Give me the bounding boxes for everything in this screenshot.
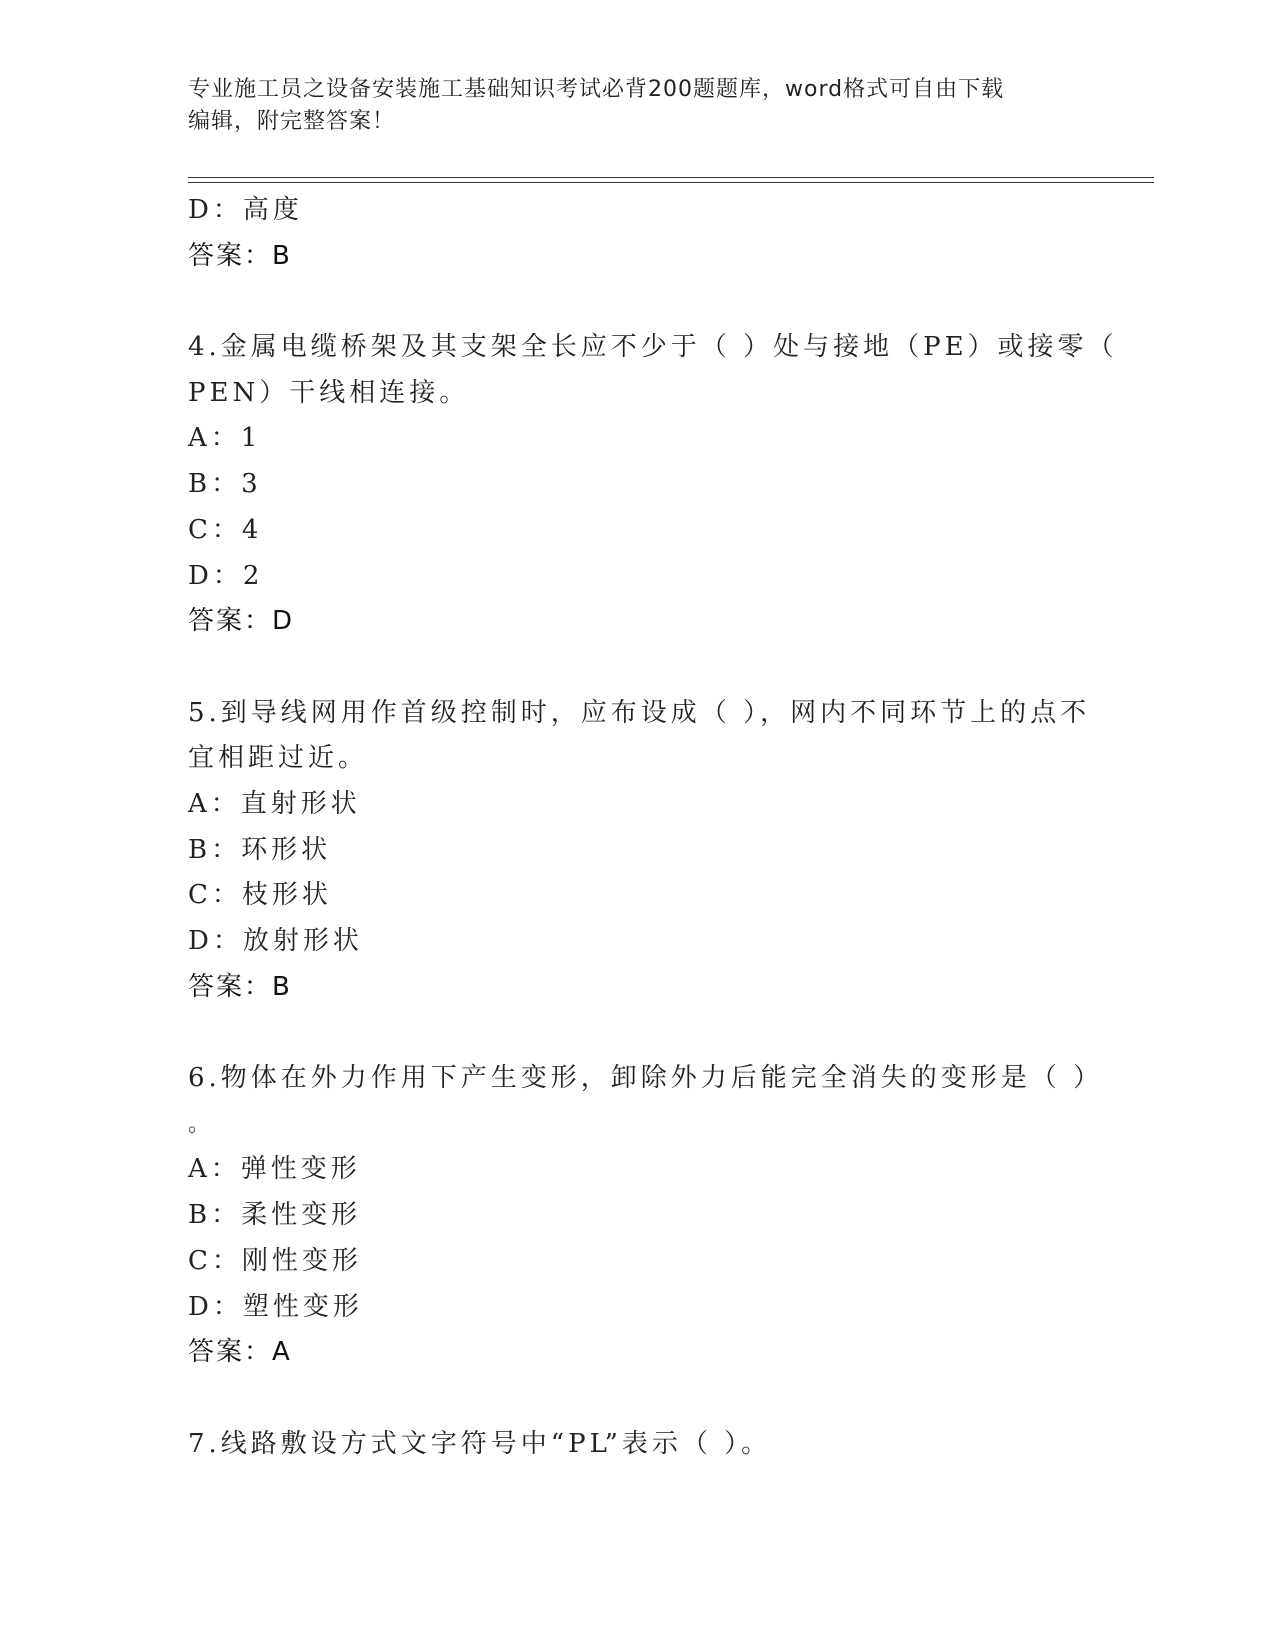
q4-option-c: C：4 (188, 514, 263, 545)
header-divider-bottom (188, 182, 1154, 183)
q4-option-d: D：2 (188, 560, 264, 591)
q6-option-a: A：弹性变形 (188, 1154, 361, 1185)
question-7 (188, 1422, 1088, 1468)
q4-option-b: B：3 (188, 469, 262, 500)
q5-option-a: A：直射形状 (188, 788, 361, 819)
q5-stem-line2: 宜相距过近。 (188, 743, 369, 774)
spacer (188, 1376, 1088, 1422)
q6-option-d: D：塑性变形 (188, 1291, 363, 1322)
q3-answer: 答案：B (188, 240, 292, 271)
header-divider-top (188, 177, 1154, 178)
q6-option-b: B：柔性变形 (188, 1200, 362, 1231)
q6-stem-line1: 6.物体在外力作用下产生变形，卸除外力后能完全消失的变形是（ ） (188, 1063, 1104, 1094)
q4-answer: 答案：D (188, 606, 295, 637)
q4-option-a: A：1 (188, 423, 262, 454)
q6-answer: 答案：A (188, 1337, 292, 1368)
document-header (188, 74, 1088, 138)
q5-answer: 答案：B (188, 971, 292, 1002)
q4-stem-line1: 4.金属电缆桥架及其支架全长应不少于（ ）处与接地（PE）或接零（ (188, 332, 1118, 363)
spacer (188, 279, 1088, 325)
q5-stem-line1: 5.到导线网用作首级控制时，应布设成（ ），网内不同环节上的点不 (188, 697, 1091, 728)
question-3-tail (188, 188, 1088, 279)
q3-option-d: D：高度 (188, 195, 303, 225)
question-6 (188, 1056, 1104, 1376)
q6-option-c: C：刚性变形 (188, 1245, 362, 1276)
header-title-line1: 专业施工员之设备安装施工基础知识考试必背200题题库，word格式可自由下载 (188, 77, 1005, 102)
q4-stem-line2: PEN）干线相连接。 (188, 377, 470, 408)
question-list (188, 188, 1118, 1467)
q5-option-d: D：放射形状 (188, 926, 363, 956)
q7-stem-line1: 7.线路敷设方式文字符号中“PL”表示（ ）。 (188, 1428, 772, 1459)
header-title-line2: 编辑，附完整答案！ (188, 109, 396, 134)
spacer (188, 645, 1088, 691)
q6-stem-line2: 。 (188, 1111, 215, 1137)
question-4 (188, 325, 1118, 645)
q5-option-b: B：环形状 (188, 834, 332, 865)
q5-option-c: C：枝形状 (188, 880, 332, 911)
spacer (188, 1010, 1088, 1056)
question-5 (188, 691, 1091, 1011)
